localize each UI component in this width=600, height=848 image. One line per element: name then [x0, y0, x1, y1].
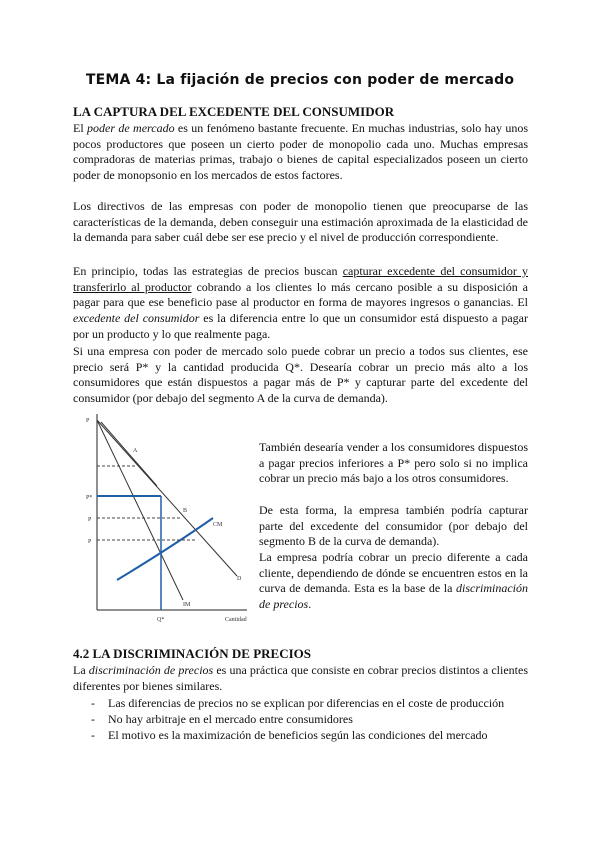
paragraph-poder-mercado [73, 121, 528, 184]
side-paragraph-3 [259, 550, 528, 613]
italic-term: excedente del consumidor [73, 311, 200, 326]
text-run: El [73, 121, 88, 135]
paragraph-precio-unico: Si una empresa con poder de mercado solo puede cobrar un precio a todos sus clientes, ese precio será P* y la cantidad producida Q*. Desearía cobrar un precio más alto a los consumidores que están dispuestos a pagar más de P* y capturar parte del excedente del consumidor (por debajo del segmento A de la curva de demanda). [73, 344, 528, 406]
section-heading-discriminacion: 4.2 LA DISCRIMINACIÓN DE PRECIOS [73, 646, 312, 661]
demand-curve [97, 420, 237, 576]
text-run: En principio, todas las estrategias de precios buscan [73, 264, 343, 278]
x-label-q-star: Q* [157, 617, 165, 623]
text-run: cobrando a los clientes lo más cercano posible a su disposición a pagar para que ese beneficio pase al productor en forma de mayores ingresos o ganancias. El [73, 279, 528, 310]
list-item-text: No hay arbitraje en el mercado entre consumidores [108, 712, 353, 727]
label-im: IM [183, 602, 191, 608]
text-run: es un fenómeno bastante frecuente. En muchas industrias, solo hay unos pocos productores que poseen un cierto poder de monopolio cada uno. Muchas empresas compradoras de materias primas, trabajo o bienes de capital especializados poseen un cierto poder de monopsonio en los mercados de estos factores. [73, 121, 528, 183]
paragraph-directivos: Los directivos de las empresas con poder de monopolio tienen que preocuparse de las características de la demanda, deben conseguir una estimación aproximada de la elasticidad de la demanda para saber cuál debe ser ese precio y el nivel de producción correspondiente. [73, 199, 528, 245]
text-run: La [73, 663, 89, 677]
bullet-marker: - [91, 712, 95, 727]
list-item [73, 711, 533, 727]
section-heading-captura: LA CAPTURA DEL EXCEDENTE DEL CONSUMIDOR [73, 104, 395, 119]
text-run: . [308, 597, 312, 612]
y-label-pmax: P [86, 418, 90, 424]
side-paragraph-2: De esta forma, la empresa también podría capturar parte del excedente del consumidor (por debajo del segmento B de la curva de demanda). [259, 503, 528, 549]
y-label-p3: P [88, 539, 92, 545]
price-discrimination-figure [75, 408, 255, 638]
y-label-p2: P [88, 517, 92, 523]
side-paragraph-1: También desearía vender a los consumidores dispuestos a pagar precios inferiores a P* pero solo si no implica cobrar un precio más bajo a los otros consumidores. [259, 440, 528, 486]
marginal-revenue-curve [97, 420, 183, 600]
conditions-list [73, 695, 533, 744]
text-run: es la diferencia entre lo que un consumidor está dispuesto a pagar por un producto y lo que realmente paga. [73, 311, 528, 341]
text-run: La empresa podría cobrar un precio diferente a cada cliente, dependiendo de dónde se encuentren estos en la curva de demanda. Esta es la base de la [259, 550, 528, 596]
x-label-cantidad: Cantidad [225, 617, 247, 623]
list-item [73, 727, 533, 743]
italic-term: poder de mercado [87, 121, 175, 135]
marginal-cost-curve [117, 518, 213, 580]
y-label-p-star: P* [86, 495, 93, 501]
italic-term: discriminación de precios [259, 581, 528, 612]
bullet-marker: - [91, 728, 95, 743]
underlined-phrase: capturar excedente del consumidor y transferirlo al productor [73, 264, 528, 294]
label-b: B [183, 508, 188, 514]
label-cm: CM [213, 522, 223, 528]
paragraph-estrategias [73, 264, 528, 343]
label-d: D [237, 576, 242, 582]
bullet-marker: - [91, 696, 95, 710]
document-title: TEMA 4: La fijación de precios con poder de mercado [85, 72, 515, 88]
demand-segment-a [101, 422, 157, 486]
paragraph-definicion [73, 663, 528, 694]
list-item-text: El motivo es la maximización de beneficios según las condiciones del mercado [108, 728, 488, 743]
list-item [73, 695, 533, 711]
label-a: A [133, 448, 138, 454]
list-item-text: Las diferencias de precios no se explican por diferencias en el coste de producción [108, 696, 505, 710]
italic-term: discriminación de precios [88, 663, 214, 677]
text-run: es una práctica que consiste en cobrar precios distintos a clientes diferentes por bienes similares. [73, 663, 529, 693]
